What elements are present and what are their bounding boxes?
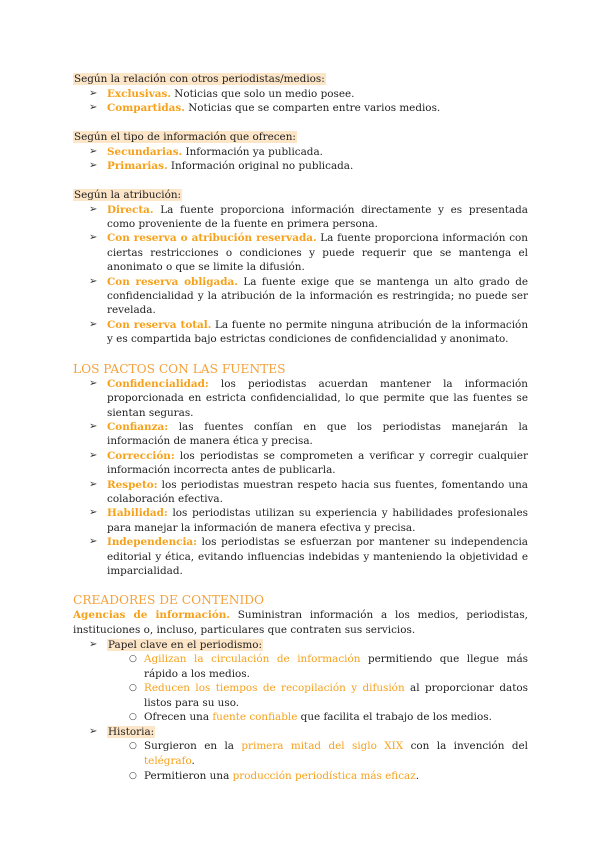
list-item-papel: ➢ Papel clave en el periodismo: [89,638,262,651]
sub-list-item: ○ Ofrecen una fuente confiable que facilita el trabajo de los medios. [129,711,492,724]
arrow-bullet-icon: ➢ [89,160,98,172]
list-item-historia: ➢ Historia: [89,725,155,738]
sub-list-item: ○ Reducen los tiempos de recopilación y difusión al proporcionar datos listos para su uso. [129,682,528,709]
list-item: ➢ Secundarias. Información ya publicada. [89,145,323,158]
list-item: ➢ Con reserva total. La fuente no permite ninguna atribución de la información y es compartida bajo estrictas condiciones de confidencialidad y anonimato. [89,318,529,346]
arrow-bullet-icon: ➢ [89,102,98,114]
circle-bullet-icon: ○ [129,683,137,694]
arrow-bullet-icon: ➢ [89,232,98,244]
arrow-bullet-icon: ➢ [89,536,98,548]
list-item: ➢ Respeto: los periodistas muestran respeto hacia sus fuentes, fomentando una colaboración efectiva. [89,478,528,505]
arrow-bullet-icon: ➢ [89,507,98,519]
sub-list-item: ○ Permitieron una producción periodística más eficaz. [129,769,420,782]
arrow-bullet-icon: ➢ [89,725,98,737]
list-item: ➢ Independencia: los periodistas se esfuerzan por mantener su independencia editorial y ética, evitando influencias indebidas y manteniendo la objetividad e imparcialidad. [89,536,528,577]
list-item: ➢ Primarias. Información original no publicada. [89,160,354,173]
arrow-bullet-icon: ➢ [89,377,98,389]
heading-atribucion: Según la atribución: [74,188,182,201]
heading-tipo: Según el tipo de información que ofrecen: [74,130,296,143]
list-item: ➢ Habilidad: los periodistas utilizan su experiencia y habilidades profesionales para manejar la información de manera efectiva y precisa. [89,507,528,534]
arrow-bullet-icon: ➢ [89,88,98,99]
arrow-bullet-icon: ➢ [89,638,98,650]
list-item: ➢ Con reserva obligada. La fuente exige que se mantenga un alto grado de confidencialidad y la atribución de la información es restringida; no puede ser revelada. [89,275,528,317]
arrow-bullet-icon: ➢ [89,145,98,157]
arrow-bullet-icon: ➢ [89,318,98,330]
list-item: ➢ Exclusivas. Noticias que solo un medio posee. [89,88,355,100]
circle-bullet-icon: ○ [129,653,137,664]
arrow-bullet-icon: ➢ [89,420,98,432]
sub-list-item: ○ Surgieron en la primera mitad del siglo XIX con la invención del telégrafo. [129,740,528,767]
heading-relacion: Según la relación con otros periodistas/medios: [74,73,325,85]
list-item: ➢ Corrección: los periodistas se comprometen a verificar y corregir cualquier información incorrecta antes de publicarla. [89,449,528,477]
sub-list-item: ○ Agilizan la circulación de información permitiendo que llegue más rápido a los medios. [129,652,528,680]
circle-bullet-icon: ○ [129,741,137,752]
document-page [73,72,528,783]
list-item: ➢ Directa. La fuente proporciona información directamente y es presentada como proveniente de la fuente en primera persona. [89,203,528,231]
section-title-pactos: LOS PACTOS CON LAS FUENTES [73,361,286,376]
list-item: ➢ Confidencialidad: los periodistas acuerdan mantener la información proporcionada en estricta confidencialidad, lo que permite que las fuentes se sientan seguras. [89,377,528,419]
arrow-bullet-icon: ➢ [89,203,98,215]
circle-bullet-icon: ○ [129,712,137,723]
circle-bullet-icon: ○ [129,770,137,781]
arrow-bullet-icon: ➢ [89,478,98,490]
list-item: ➢ Confianza: las fuentes confían en que los periodistas manejarán la información de manera ética y precisa. [89,420,528,448]
arrow-bullet-icon: ➢ [89,449,98,461]
list-item: ➢ Compartidas. Noticias que se comparten entre varios medios. [89,102,441,115]
list-item: ➢ Con reserva o atribución reservada. La fuente proporciona información con ciertas restricciones o condiciones y puede requerir que se mantenga el anonimato o que se limite la difusión. [89,232,528,274]
intro-paragraph: Agencias de información. Suministran información a los medios, periodistas, instituciones o, incluso, particulares que contraten sus servicios. [73,609,528,636]
section-title-creadores: CREADORES DE CONTENIDO [73,593,265,608]
arrow-bullet-icon: ➢ [89,275,98,287]
